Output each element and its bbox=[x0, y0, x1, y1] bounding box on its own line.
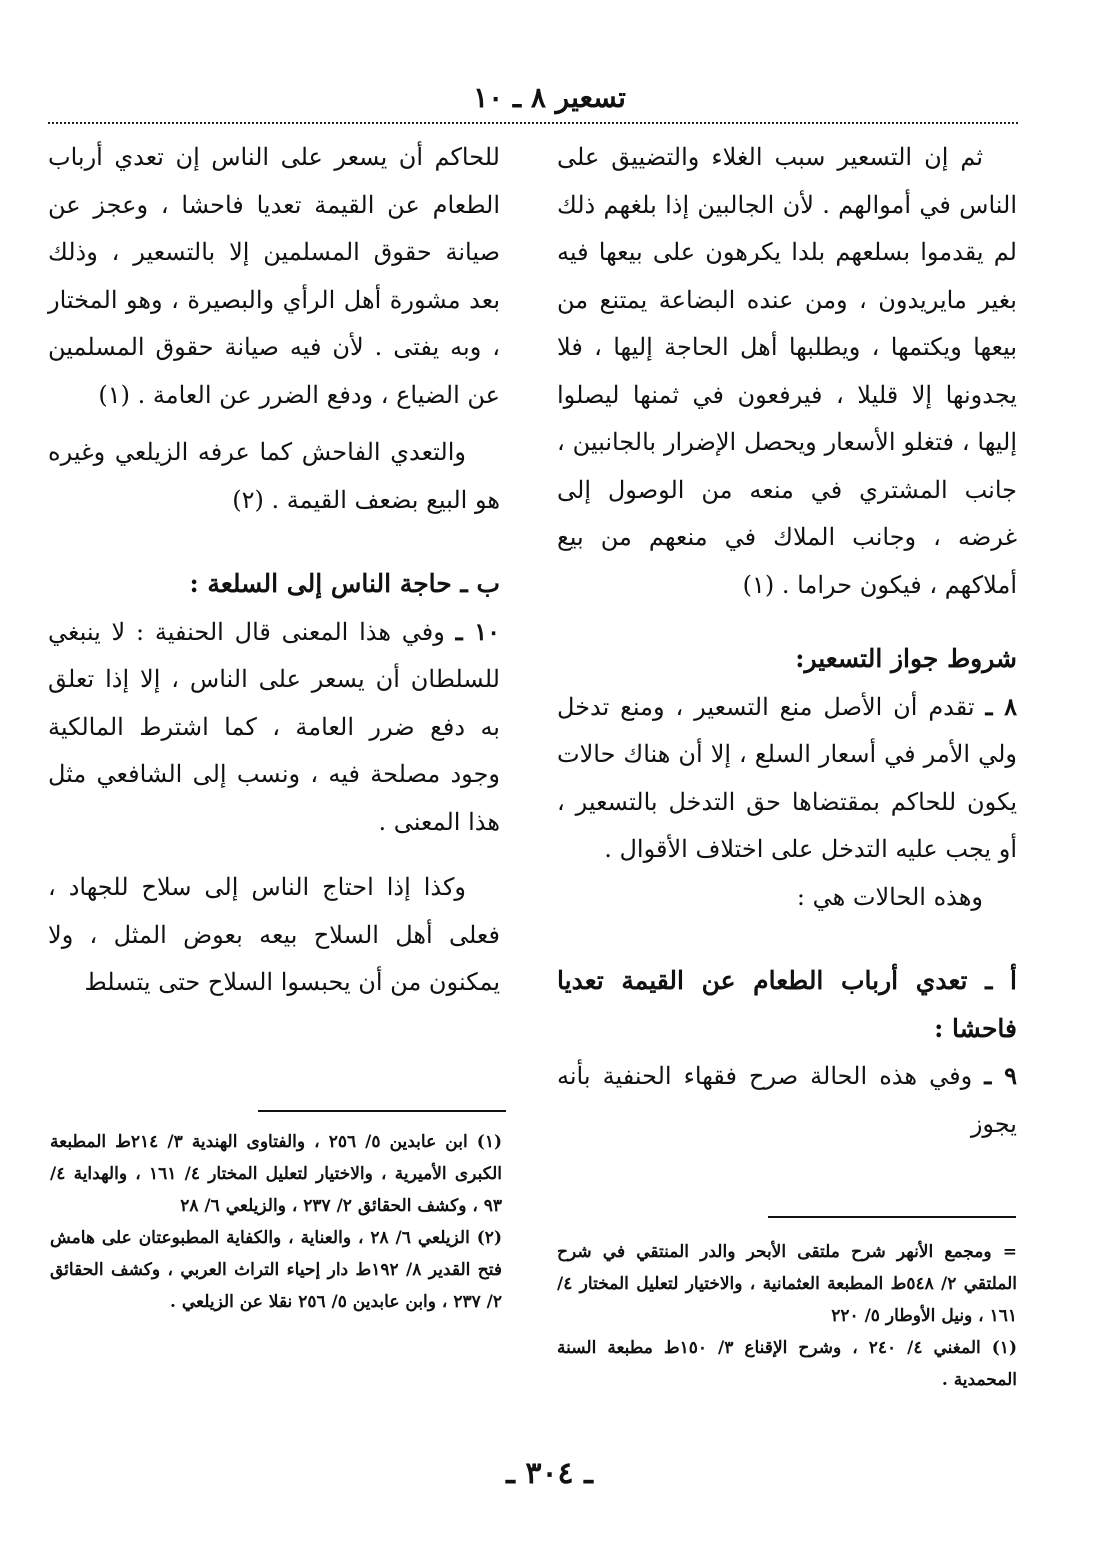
paragraph: وكذا إذا احتاج الناس إلى سلاح للجهاد ، فعلى أهل السلاح بيعه بعوض المثل ، ولا يمكنون من أن يحبسوا السلاح حتى يتسلط bbox=[48, 873, 500, 996]
page-number: ـ ٣٠٤ ـ bbox=[506, 1456, 593, 1491]
paragraph-number: ٨ ـ bbox=[985, 691, 1017, 721]
header-dotted-rule bbox=[48, 122, 1018, 124]
paragraph-number: ٩ ـ bbox=[984, 1061, 1017, 1090]
footnote: (١) ابن عابدين ٥/ ٢٥٦ ، والفتاوى الهندية ٣/ ٢١٤ط المطبعة الكبرى الأميرية ، والاختيار لتعليل المختار ٤/ ١٦١ ، والهداية ٤/ ٩٣ ، وكشف الحقائق ٢/ ٢٣٧ ، والزيلعي ٦/ ٢٨ bbox=[50, 1132, 502, 1216]
paragraph: للحاكم أن يسعر على الناس إن تعدي أرباب الطعام عن القيمة تعديا فاحشا ، وعجز عن صيانة حقوق المسلمين إلا بالتسعير ، وذلك بعد مشورة أهل الرأي والبصيرة ، وهو المختار ، وبه يفتى . لأن فيه صيانة حقوق المسلمين عن الضياع ، ودفع الضرر عن العامة . (١) bbox=[48, 143, 500, 409]
footnote-rule-right bbox=[768, 1216, 1016, 1218]
paragraph-number: ١٠ ـ bbox=[455, 616, 500, 646]
numbered-paragraph bbox=[557, 1052, 1017, 1148]
paragraph-text: وفي هذه الحالة صرح فقهاء الحنفية بأنه يجوز bbox=[557, 1062, 1017, 1138]
numbered-paragraph bbox=[557, 683, 1017, 874]
section-heading: أ ـ تعدي أرباب الطعام عن القيمة تعديا فاحشا : bbox=[557, 966, 1017, 1043]
footnote: (١) المغني ٤/ ٢٤٠ ، وشرح الإقناع ٣/ ١٥٠ط مطبعة السنة المحمدية . bbox=[557, 1338, 1017, 1390]
paragraph: وهذه الحالات هي : bbox=[796, 882, 983, 911]
paragraph: والتعدي الفاحش كما عرفه الزيلعي وغيره هو البيع بضعف القيمة . (٢) bbox=[48, 438, 500, 514]
section-heading: ب ـ حاجة الناس إلى السلعة : bbox=[189, 569, 500, 598]
left-column bbox=[48, 134, 500, 1007]
footnote-rule-left bbox=[258, 1110, 506, 1112]
numbered-paragraph bbox=[48, 608, 500, 847]
section-heading: شروط جواز التسعير: bbox=[795, 644, 1017, 673]
paragraph: ثم إن التسعير سبب الغلاء والتضييق على الناس في أموالهم . لأن الجالبين إذا بلغهم ذلك لم يقدموا بسلعهم بلدا يكرهون على بيعها فيه بغير مايريدون ، ومن عنده البضاعة يمتنع من بيعها ويكتمها ، ويطلبها أهل الحاجة إليها ، فلا يجدونها إلا قليلا ، فيرفعون في ثمنها ليصلوا إليها ، فتغلو الأسعار ويحصل الإضرار بالجانبين ، جانب المشتري في منعه من الوصول إلى غرضه ، وجانب الملاك في منعهم من بيع أملاكهم ، فيكون حراما . (١) bbox=[557, 143, 1017, 599]
running-header: تسعير ٨ ـ ١٠ bbox=[473, 81, 626, 114]
footnotes-left bbox=[50, 1126, 502, 1318]
right-column bbox=[557, 134, 1017, 1148]
footnote-continuation: = ومجمع الأنهر شرح ملتقى الأبحر والدر المنتقي في شرح الملتقي ٢/ ٥٤٨ط المطبعة العثمانية ، والاختيار لتعليل المختار ٤/ ١٦١ ، ونيل الأوطار ٥/ ٢٢٠ bbox=[557, 1242, 1017, 1326]
footnote: (٢) الزيلعي ٦/ ٢٨ ، والعناية ، والكفاية المطبوعتان على هامش فتح القدير ٨/ ١٩٢ط دار إحياء التراث العربي ، وكشف الحقائق ٢/ ٢٣٧ ، وابن عابدين ٥/ ٢٥٦ نقلا عن الزيلعي . bbox=[50, 1228, 502, 1312]
paragraph-text: تقدم أن الأصل منع التسعير ، ومنع تدخل ولي الأمر في أسعار السلع ، إلا أن هناك حالات يكون للحاكم بمقتضاها حق التدخل بالتسعير ، أو يجب عليه التدخل على اختلاف الأقوال . bbox=[557, 692, 1017, 863]
footnotes-right bbox=[557, 1236, 1017, 1396]
paragraph-text: وفي هذا المعنى قال الحنفية : لا ينبغي للسلطان أن يسعر على الناس ، إلا إذا تعلق به دفع ضرر العامة ، كما اشترط المالكية وجود مصلحة فيه ، ونسب إلى الشافعي مثل هذا المعنى . bbox=[48, 617, 500, 836]
